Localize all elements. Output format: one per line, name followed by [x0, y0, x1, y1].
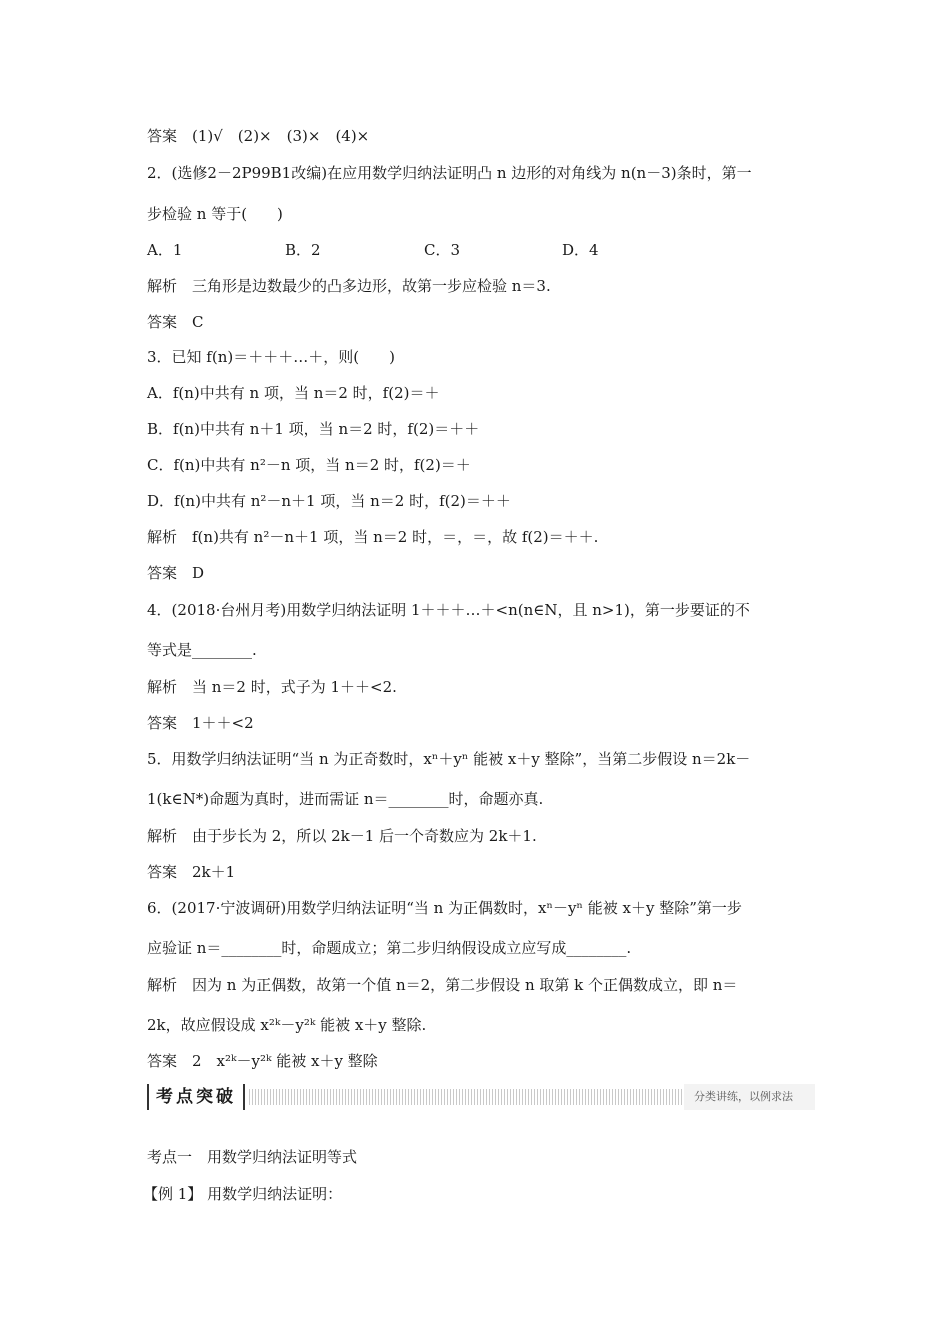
question-2-options [147, 240, 599, 260]
question-5-line-2: 1(k∈N*)命题为真时，进而需证 n＝________时，命题亦真. [147, 790, 544, 808]
option-b: B．2 [285, 241, 321, 259]
question-2-line-1: 2．(选修2－2P99B1改编)在应用数学归纳法证明凸 n 边形的对角线为 n(n－3)条时，第一 [147, 164, 752, 182]
question-2-solution: 解析 三角形是边数最少的凸多边形，故第一步应检验 n＝3. [147, 277, 551, 295]
kaodian-1-heading: 考点一 用数学归纳法证明等式 [147, 1148, 358, 1166]
option-c: C．3 [424, 241, 461, 259]
question-2-answer: 答案 C [147, 313, 204, 331]
question-3-option-b: B．f(n)中共有 n＋1 项，当 n＝2 时，f(2)＝＋＋ [147, 420, 480, 438]
question-4-solution: 解析 当 n＝2 时，式子为 1＋＋<2. [147, 678, 397, 696]
question-5-line-1: 5．用数学归纳法证明“当 n 为正奇数时，xⁿ＋yⁿ 能被 x＋y 整除”，当第二步假设 n＝2k－ [147, 750, 751, 768]
question-4-line-2: 等式是________. [147, 641, 257, 659]
question-2-line-2: 步检验 n 等于( ) [147, 205, 283, 223]
question-4-line-1: 4．(2018·台州月考)用数学归纳法证明 1＋＋＋…＋<n(n∈N，且 n>1)，第一步要证的不 [147, 601, 750, 619]
line-ans1: 答案 (1)√ (2)× (3)× (4)× [147, 127, 370, 145]
question-3-stem: 3．已知 f(n)＝＋＋＋…＋，则( ) [147, 348, 395, 366]
question-3-answer: 答案 D [147, 564, 205, 582]
section-title: 考点突破 [147, 1084, 245, 1110]
question-3-option-d: D．f(n)中共有 n²－n＋1 项，当 n＝2 时，f(2)＝＋＋ [147, 492, 511, 510]
question-3-option-a: A．f(n)中共有 n 项，当 n＝2 时，f(2)＝＋ [147, 384, 440, 402]
question-5-answer: 答案 2k＋1 [147, 863, 236, 881]
section-header [147, 1084, 815, 1110]
question-3-solution: 解析 f(n)共有 n²－n＋1 项，当 n＝2 时，＝，＝，故 f(2)＝＋＋. [147, 528, 599, 546]
question-5-solution: 解析 由于步长为 2，所以 2k－1 后一个奇数应为 2k＋1. [147, 827, 537, 845]
option-a: A．1 [147, 241, 183, 259]
question-6-solution-2: 2k，故应假设成 x²ᵏ－y²ᵏ 能被 x＋y 整除. [147, 1016, 427, 1034]
question-3-option-c: C．f(n)中共有 n²－n 项，当 n＝2 时，f(2)＝＋ [147, 456, 471, 474]
option-d: D．4 [562, 241, 599, 259]
question-6-line-1: 6．(2017·宁波调研)用数学归纳法证明“当 n 为正偶数时，xⁿ－yⁿ 能被 x＋y 整除”第一步 [147, 899, 742, 917]
question-6-line-2: 应验证 n＝________时，命题成立；第二步归纳假设成立应写成________. [147, 939, 632, 957]
section-subtitle: 分类讲练，以例求法 [684, 1084, 815, 1110]
question-4-answer: 答案 1＋＋<2 [147, 714, 254, 732]
question-6-solution-1: 解析 因为 n 为正偶数，故第一个值 n＝2，第二步假设 n 取第 k 个正偶数成立，即 n＝ [147, 976, 738, 994]
example-1-heading: 【例 1】 用数学归纳法证明： [143, 1185, 343, 1203]
question-6-answer: 答案 2 x²ᵏ－y²ᵏ 能被 x＋y 整除 [147, 1052, 378, 1070]
